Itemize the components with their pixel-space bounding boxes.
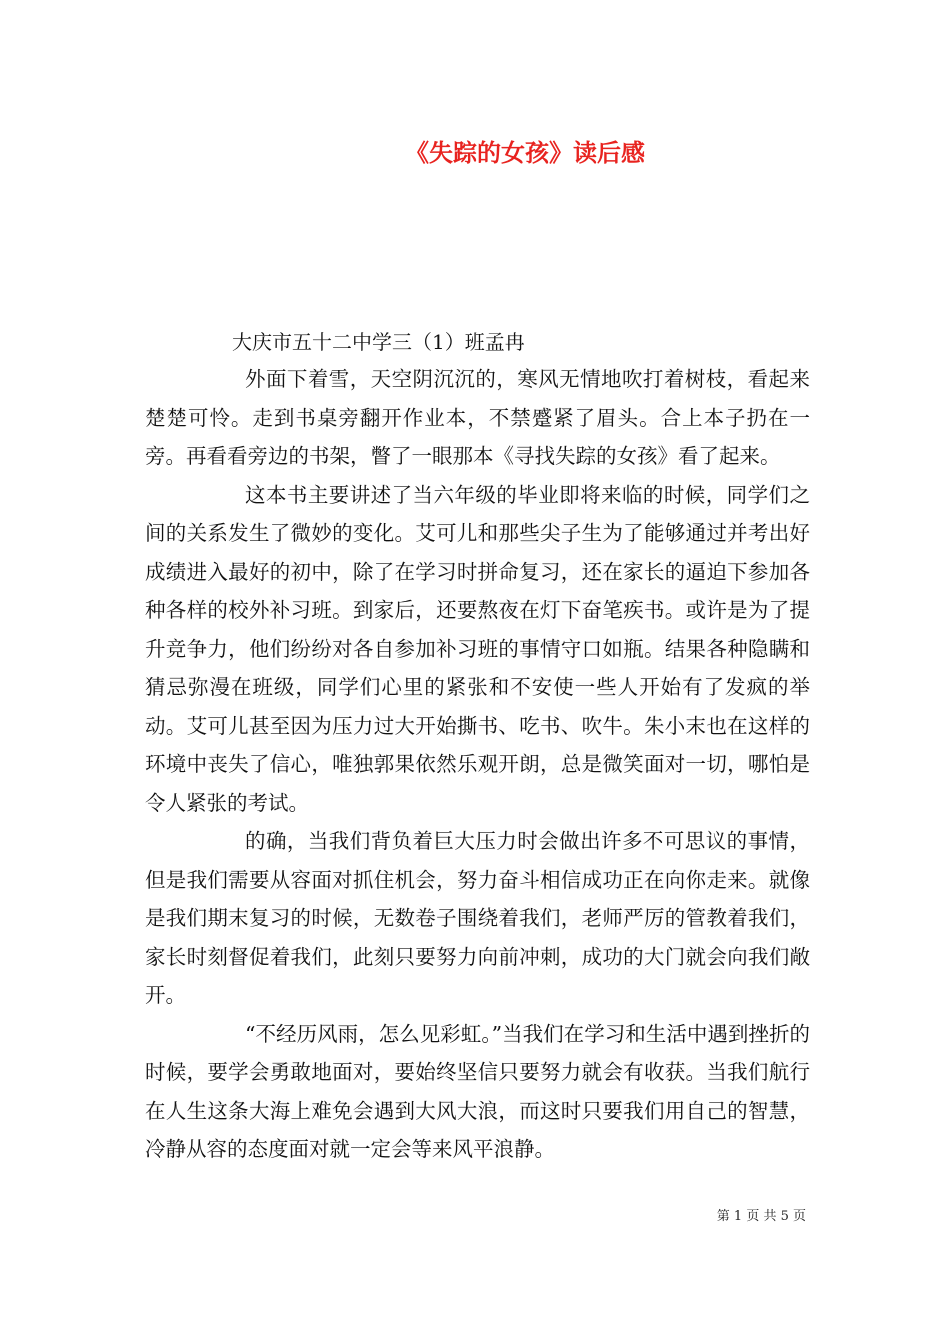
paragraph: “不经历风雨，怎么见彩虹。”当我们在学习和生活中遇到挫折的时候，要学会勇敢地面对，要始终坚信只要努力就会有收获。当我们航行在人生这条大海上难免会遇到大风大浪，而这时只要我们用自己的智慧，冷静从容的态度面对就一定会等来风平浪静。 (145, 1021, 810, 1161)
author-byline: 大庆市五十二中学三（1）班孟冉 (232, 330, 525, 354)
paragraph: 的确，当我们背负着巨大压力时会做出许多不可思议的事情，但是我们需要从容面对抓住机会，努力奋斗相信成功正在向你走来。就像是我们期末复习的时候，无数卷子围绕着我们，老师严厉的管教着我们，家长时刻督促着我们，此刻只要努力向前冲刺，成功的大门就会向我们敞开。 (145, 829, 810, 1007)
document-title: 《失踪的女孩》读后感 (405, 138, 645, 167)
page-number-footer: 第 1 页 共 5 页 (716, 1209, 806, 1224)
paragraph: 外面下着雪，天空阴沉沉的，寒风无情地吹打着树枝，看起来楚楚可怜。走到书桌旁翻开作业本，不禁蹙紧了眉头。合上本子扔在一旁。再看看旁边的书架，瞥了一眼那本《寻找失踪的女孩》看了起来。 (145, 367, 810, 468)
body-text (145, 360, 810, 1169)
paragraph: 这本书主要讲述了当六年级的毕业即将来临的时候，同学们之间的关系发生了微妙的变化。艾可儿和那些尖子生为了能够通过并考出好成绩进入最好的初中，除了在学习时拼命复习，还在家长的逼迫下参加各种各样的校外补习班。到家后，还要熬夜在灯下奋笔疾书。或许是为了提升竞争力，他们纷纷对各自参加补习班的事情守口如瓶。结果各种隐瞒和猜忌弥漫在班级，同学们心里的紧张和不安使一些人开始有了发疯的举动。艾可儿甚至因为压力过大开始撕书、吃书、吹牛。朱小末也在这样的环境中丧失了信心，唯独郭果依然乐观开朗，总是微笑面对一切，哪怕是令人紧张的考试。 (145, 482, 810, 815)
